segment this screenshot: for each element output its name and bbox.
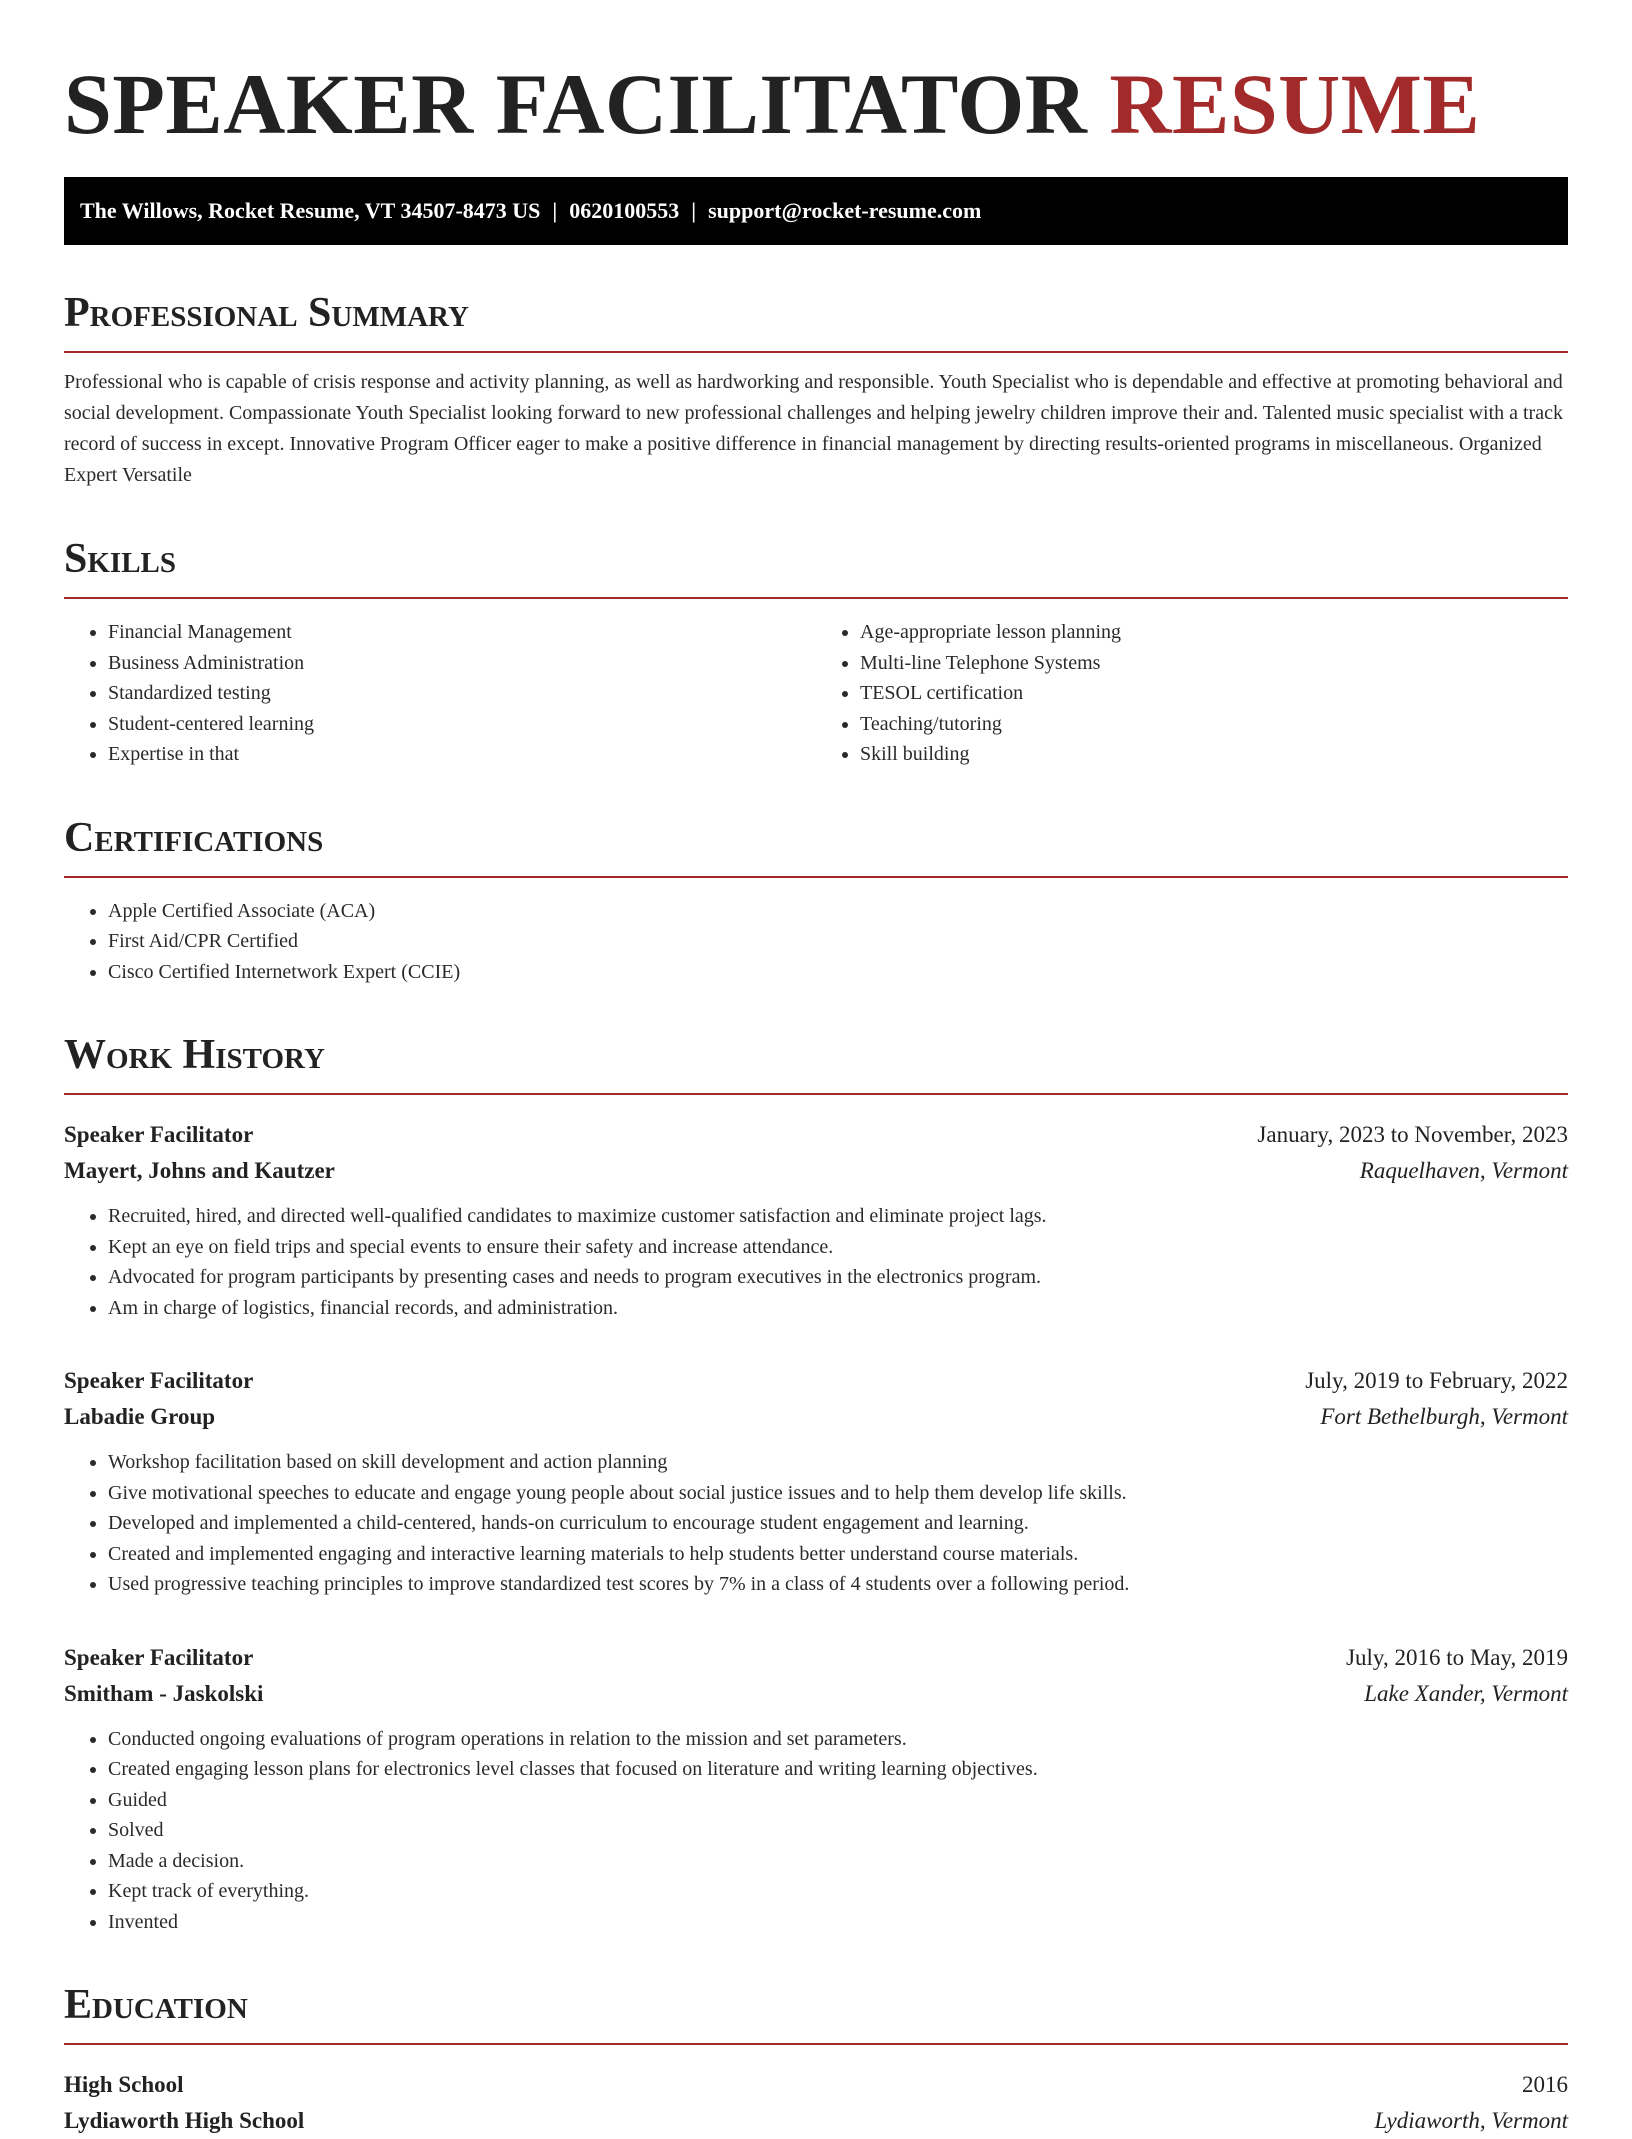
education-section [64, 1977, 1568, 2139]
job-location: Raquelhaven, Vermont [1359, 1158, 1568, 1183]
skill-item: • Standardized testing [108, 678, 816, 709]
job-dates: January, 2023 to November, 2023 [1257, 1122, 1568, 1147]
skill-item: • Skill building [860, 739, 1568, 770]
job-duty: • Developed and implemented a child-centered, hands-on curriculum to encourage student engagement and learning. [108, 1508, 1568, 1539]
education-entry [64, 2067, 1568, 2139]
certification-item: • First Aid/CPR Certified [108, 926, 1568, 957]
job-duty: • Am in charge of logistics, financial records, and administration. [108, 1293, 1568, 1324]
job-company: Labadie Group [64, 1404, 216, 1429]
work-history-section [64, 1027, 1568, 1937]
skills-list-left [64, 617, 816, 770]
job-duty: • Advocated for program participants by presenting cases and needs to program executives in the electronics program. [108, 1262, 1568, 1293]
job-company-row [64, 1676, 1568, 1712]
skill-item: • Business Administration [108, 648, 816, 679]
job-title: Speaker Facilitator [64, 1368, 254, 1393]
title-main: SPEAKER FACILITATOR [64, 56, 1088, 152]
job-duties-list [64, 1447, 1568, 1600]
job-entry [64, 1640, 1568, 1938]
job-entry [64, 1363, 1568, 1600]
summary-text: Professional who is capable of crisis response and activity planning, as well as hardworking and responsible. Youth Specialist who is dependable and effective at promoting behavioral and social development. Compassionate Youth Specialist looking forward to new professional challenges and helping jewelry children improve their and. Talented music specialist with a track record of success in except. Innovative Program Officer eager to make a positive difference in financial management by directing results-oriented programs in miscellaneous. Organized Expert Versatile [64, 371, 1563, 486]
skill-item: • TESOL certification [860, 678, 1568, 709]
job-header-row [64, 1640, 1568, 1676]
job-duty: • Kept an eye on field trips and special events to ensure their safety and increase attendance. [108, 1232, 1568, 1263]
contact-address: The Willows, Rocket Resume, VT 34507-8473 US [80, 198, 541, 223]
job-duty: • Used progressive teaching principles to improve standardized test scores by 7% in a class of 4 students over a following period. [108, 1569, 1568, 1600]
job-dates: July, 2019 to February, 2022 [1305, 1368, 1568, 1393]
education-heading: Education [64, 1977, 1568, 2045]
job-title: Speaker Facilitator [64, 1644, 254, 1670]
certifications-list [64, 896, 1568, 988]
certification-item: • Apple Certified Associate (ACA) [108, 896, 1568, 927]
certifications-heading: Certifications [64, 810, 1568, 878]
job-duty: • Workshop facilitation based on skill development and action planning [108, 1447, 1568, 1478]
job-company: Mayert, Johns and Kautzer [64, 1158, 335, 1183]
job-location: Lake Xander, Vermont [1364, 1680, 1568, 1706]
summary-heading: Professional Summary [64, 285, 1568, 353]
job-company-row [64, 1399, 1568, 1435]
job-duty: • Invented [108, 1907, 1568, 1938]
education-school-row [64, 2103, 1568, 2139]
skill-item: • Student-centered learning [108, 709, 816, 740]
contact-separator: | [691, 198, 697, 223]
job-duty: • Recruited, hired, and directed well-qualified candidates to maximize customer satisfaction and eliminate project lags. [108, 1201, 1568, 1232]
contact-email: support@rocket-resume.com [708, 198, 982, 223]
resume-title [64, 56, 1568, 152]
job-header-row [64, 1363, 1568, 1399]
certifications-section [64, 810, 1568, 988]
job-company-row [64, 1153, 1568, 1189]
education-location: Lydiaworth, Vermont [1374, 2108, 1568, 2133]
job-company: Smitham - Jaskolski [64, 1680, 264, 1706]
skills-section [64, 531, 1568, 770]
job-duty: • Created engaging lesson plans for electronics level classes that focused on literature and writing learning objectives. [108, 1754, 1568, 1785]
job-duty: • Solved [108, 1815, 1568, 1846]
skill-item: • Age-appropriate lesson planning [860, 617, 1568, 648]
job-duties-list [64, 1724, 1568, 1938]
skill-item: • Teaching/tutoring [860, 709, 1568, 740]
title-accent: RESUME [1109, 56, 1481, 152]
job-location: Fort Bethelburgh, Vermont [1320, 1404, 1568, 1429]
job-header-row [64, 1117, 1568, 1153]
job-dates: July, 2016 to May, 2019 [1346, 1644, 1568, 1670]
job-duty: • Created and implemented engaging and interactive learning materials to help students better understand course materials. [108, 1539, 1568, 1570]
skills-heading: Skills [64, 531, 1568, 599]
certification-item: • Cisco Certified Internetwork Expert (CCIE) [108, 957, 1568, 988]
job-entry [64, 1117, 1568, 1323]
job-duty: • Made a decision. [108, 1846, 1568, 1877]
job-duty: • Kept track of everything. [108, 1876, 1568, 1907]
contact-separator: | [552, 198, 558, 223]
job-title: Speaker Facilitator [64, 1122, 254, 1147]
education-school: Lydiaworth High School [64, 2108, 305, 2133]
work-history-heading: Work History [64, 1027, 1568, 1095]
skills-list-right [816, 617, 1568, 770]
job-duty: • Guided [108, 1785, 1568, 1816]
education-year: 2016 [1522, 2072, 1568, 2097]
education-degree: High School [64, 2072, 184, 2097]
skill-item: • Financial Management [108, 617, 816, 648]
skills-grid [64, 599, 1568, 770]
contact-bar [64, 177, 1568, 245]
skill-item: • Expertise in that [108, 739, 816, 770]
education-header-row [64, 2067, 1568, 2103]
job-duty: • Conducted ongoing evaluations of program operations in relation to the mission and set parameters. [108, 1724, 1568, 1755]
job-duties-list [64, 1201, 1568, 1323]
contact-phone: 0620100553 [569, 198, 680, 223]
summary-section [64, 285, 1568, 491]
job-duty: • Give motivational speeches to educate and engage young people about social justice issues and to help them develop life skills. [108, 1478, 1568, 1509]
skill-item: • Multi-line Telephone Systems [860, 648, 1568, 679]
